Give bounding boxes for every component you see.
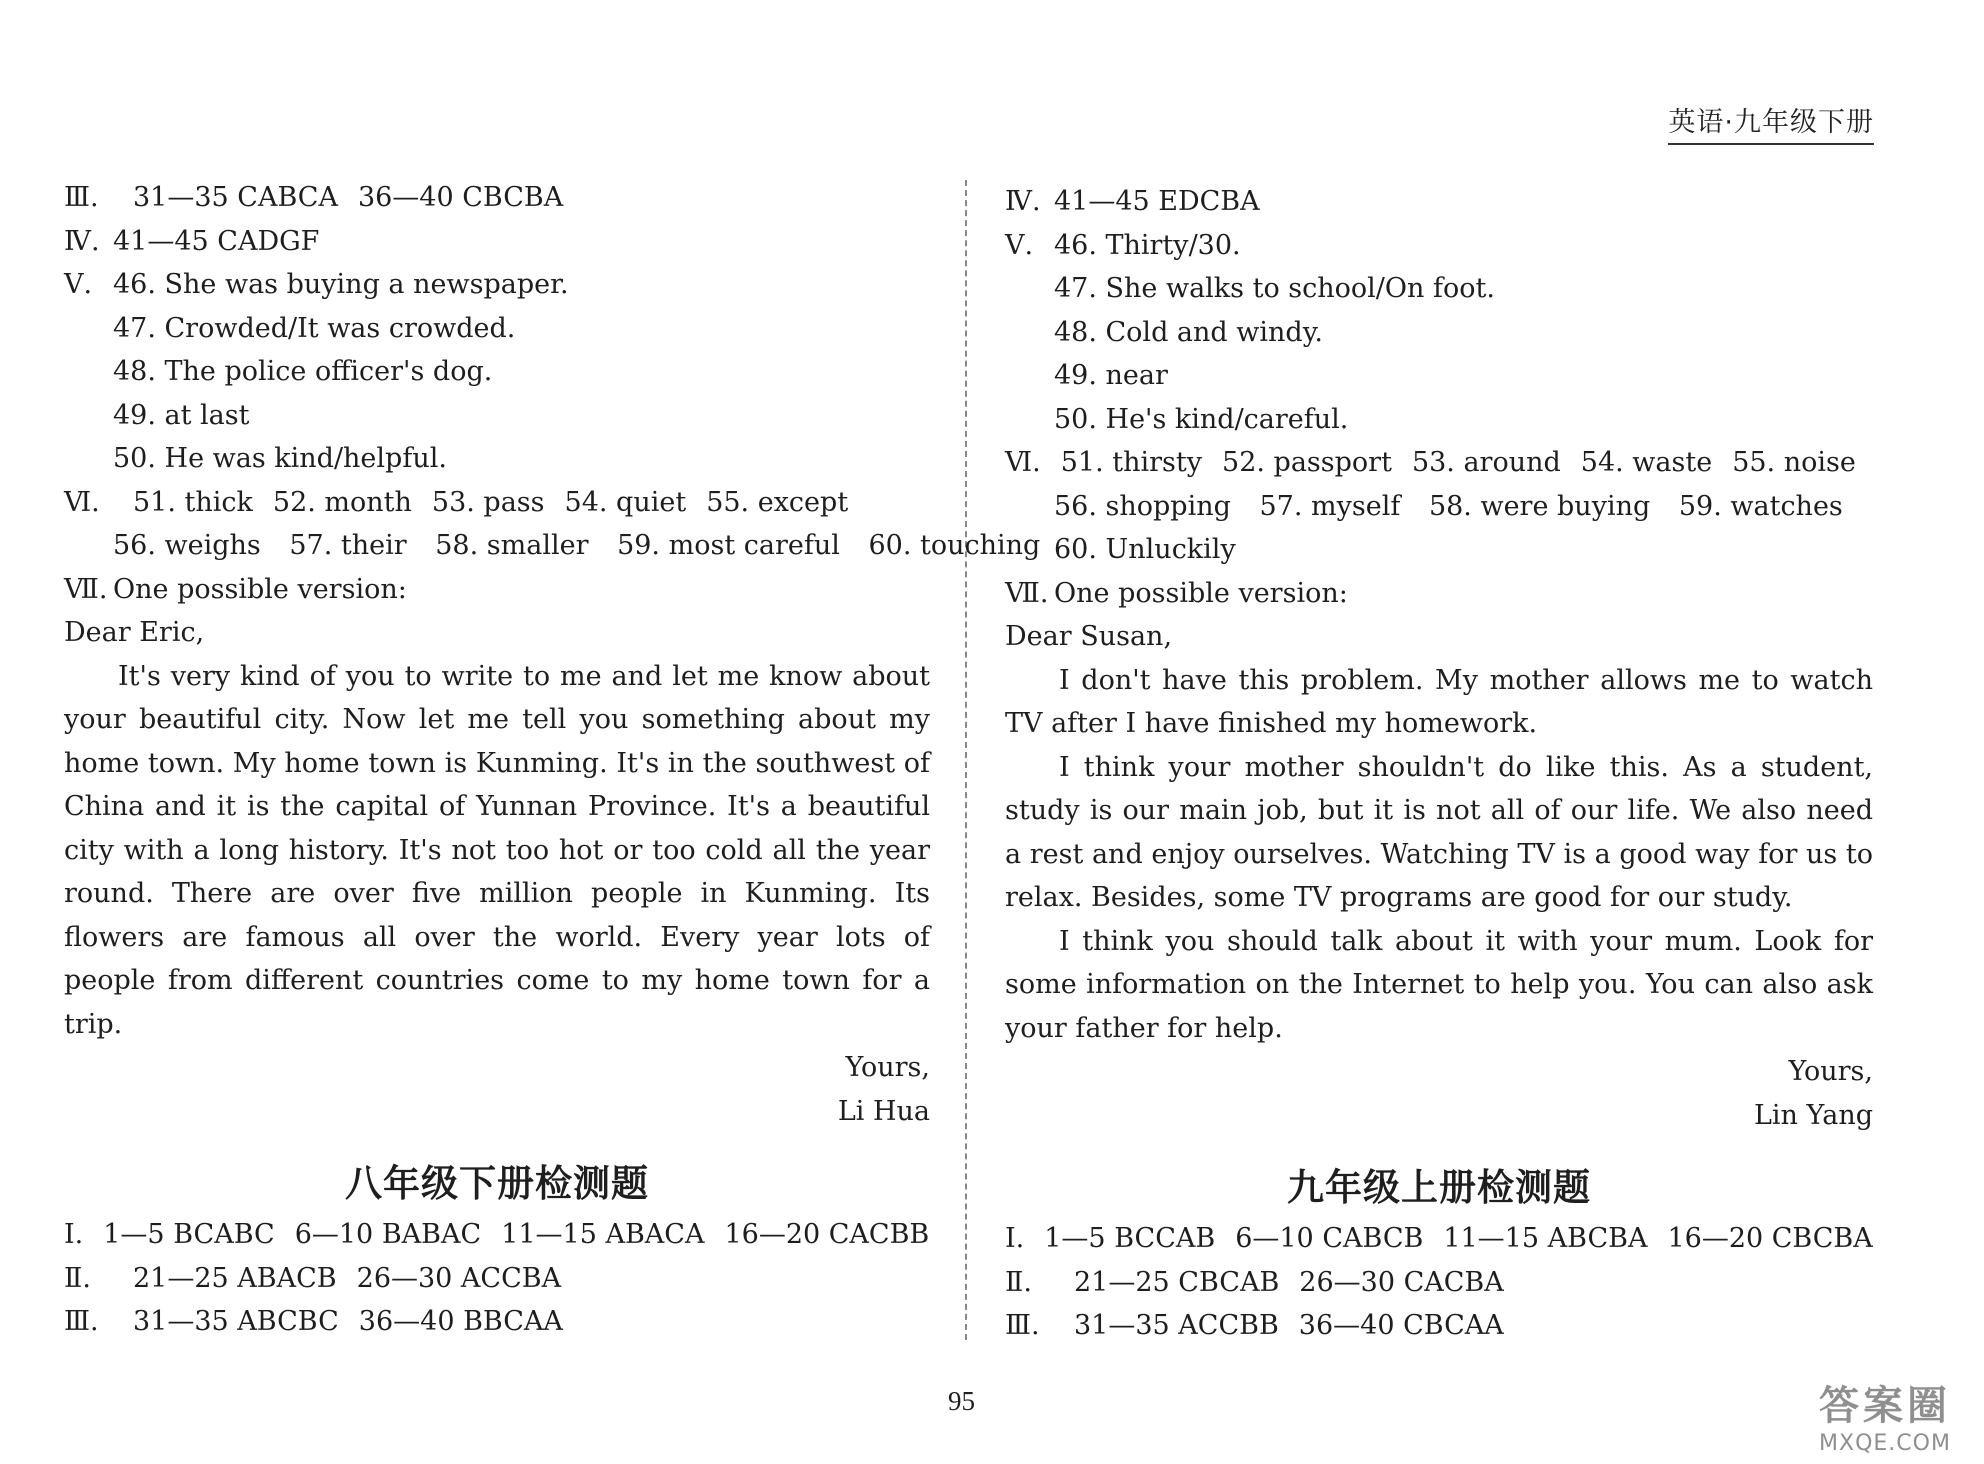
section-numeral: Ⅲ. (64, 182, 99, 213)
letter-greeting: Dear Eric, (64, 617, 205, 648)
section-numeral: Ⅲ. (64, 1306, 99, 1337)
section-numeral: Ⅵ. (64, 486, 100, 518)
watermark-site: MXQE.COM (1819, 1431, 1951, 1456)
left-column (64, 176, 1041, 1344)
answer-line (64, 1300, 930, 1344)
answer-line (1005, 1217, 1873, 1261)
answer-group: 36—40 BBCAA (358, 1306, 563, 1337)
letter-paragraph: I don't have this problem. My mother allows me to watch TV after I have finished my homework. (1005, 664, 1873, 739)
answer-line (1005, 572, 1873, 616)
section-numeral: Ⅶ. (64, 573, 108, 605)
right-column (1005, 180, 1873, 1348)
answer-group: 1—5 BCABC (103, 1219, 275, 1250)
letter-paragraph: I think you should talk about it with your mum. Look for some information on the Internet to help you. You can also ask your father for help. (1005, 925, 1873, 1044)
answer-item: 51. thirsty (1060, 447, 1203, 478)
answer-text: 46. She was buying a newspaper. (113, 269, 569, 300)
answer-item: 54. waste (1580, 447, 1713, 478)
answer-text: 47. Crowded/It was crowded. (113, 312, 516, 344)
letter-paragraph: I think your mother shouldn't do like this. As a student, study is our main job, but it is not all of our life. We also need a rest and enjoy ourselves. Watching TV is a good way for us to relax. Besides, some TV programs are good for our study. (1005, 751, 1873, 913)
letter-closing: Yours, (1788, 1056, 1873, 1087)
answer-text: 49. at last (113, 399, 250, 431)
column-divider (965, 180, 967, 1340)
answer-line (64, 481, 930, 525)
watermark-text: 答案圈 (1819, 1383, 1951, 1429)
letter-signature: Lin Yang (1753, 1099, 1873, 1131)
answer-item: 57. their (289, 530, 407, 561)
answer-line (64, 1257, 930, 1301)
answer-text: 48. Cold and windy. (1054, 316, 1323, 348)
answer-item: 56. weighs (113, 530, 261, 561)
answer-item: 59. watches (1678, 490, 1843, 522)
answer-group: 31—35 ACCBB (1074, 1310, 1279, 1341)
answer-group: 21—25 CBCAB (1074, 1266, 1280, 1298)
answer-line (64, 568, 930, 612)
answer-line (1005, 441, 1873, 485)
page-number: 95 (948, 1386, 975, 1416)
letter-closing: Yours, (845, 1052, 930, 1083)
section-title: 九年级上册检测题 (1287, 1165, 1591, 1209)
section-numeral: Ⅵ. (1005, 447, 1041, 478)
answer-item: 54. quiet (564, 486, 687, 518)
section-numeral: Ⅰ. (1005, 1223, 1025, 1254)
answer-text: One possible version: (113, 573, 407, 605)
answer-group: 16—20 CBCBA (1667, 1223, 1873, 1254)
answer-group: 21—25 ABACB (133, 1262, 337, 1294)
answer-text: 60. Unluckily (1054, 534, 1236, 565)
answer-item: 53. around (1411, 447, 1561, 478)
answer-group: 16—20 CACBB (724, 1219, 930, 1250)
letter-greeting: Dear Susan, (1005, 621, 1173, 652)
section-numeral: Ⅴ. (64, 269, 93, 300)
answer-line (1005, 485, 1873, 529)
section-numeral: Ⅱ. (64, 1262, 91, 1294)
answer-text: 50. He was kind/helpful. (113, 443, 447, 474)
answer-group: 11—15 ABACA (501, 1219, 705, 1250)
answer-line (64, 220, 930, 264)
answer-item: 55. noise (1732, 447, 1856, 478)
answer-text: 48. The police officer's dog. (113, 356, 493, 387)
section-numeral: Ⅲ. (1005, 1310, 1040, 1341)
answer-group: 26—30 ACCBA (356, 1262, 562, 1294)
answer-group: 31—35 ABCBC (133, 1306, 339, 1337)
answer-item: 58. smaller (435, 530, 589, 561)
answer-group: 1—5 BCCAB (1044, 1223, 1216, 1254)
watermark-logo (1800, 1374, 1970, 1456)
section-numeral: Ⅳ. (1005, 186, 1041, 217)
answer-item: 52. passport (1222, 447, 1392, 478)
answer-line (1005, 1261, 1873, 1305)
answer-group: 36—40 CBCAA (1298, 1310, 1504, 1341)
answer-group: 26—30 CACBA (1299, 1266, 1504, 1298)
answer-group: 36—40 CBCBA (357, 182, 564, 213)
answer-text: 49. near (1054, 360, 1168, 391)
answer-item: 57. myself (1259, 490, 1401, 522)
answer-text: 46. Thirty/30. (1054, 229, 1241, 261)
answer-item: 56. shopping (1054, 490, 1231, 522)
section-numeral: Ⅴ. (1005, 229, 1034, 261)
answer-item: 51. thick (133, 486, 253, 518)
answer-item: 53. pass (431, 486, 545, 518)
answer-line (1005, 224, 1873, 268)
answer-item: 55. except (706, 486, 849, 518)
answer-line (1005, 180, 1873, 224)
answer-group: 31—35 CABCA (133, 182, 338, 213)
answer-item: 60. touching (868, 530, 1041, 561)
answer-group: 41—45 CADGF (113, 225, 320, 257)
answer-line (64, 1213, 930, 1257)
section-numeral: Ⅰ. (64, 1219, 84, 1250)
running-header: 英语·九年级下册 (1668, 100, 1874, 145)
answer-line (64, 176, 930, 220)
answer-item: 59. most careful (617, 530, 840, 561)
section-title: 八年级下册检测题 (345, 1161, 649, 1205)
answer-text: 47. She walks to school/On foot. (1054, 273, 1495, 304)
letter-paragraph: It's very kind of you to write to me and let me know about your beautiful city. Now let me tell you something about my home town. My home town is Kunming. It's in the southwest of China and it is the capital of Yunnan Province. It's a beautiful city with a long history. It's not too hot or too cold all the year round. There are over five million people in Kunming. Its flowers are famous all over the world. Every year lots of people from different countries come to my home town for a trip. (64, 660, 930, 1040)
answer-line (1005, 1304, 1873, 1348)
answer-line (64, 524, 1041, 568)
answer-item: 52. month (272, 486, 412, 518)
answer-text: One possible version: (1054, 577, 1348, 609)
section-numeral: Ⅳ. (64, 225, 100, 257)
answer-group: 6—10 CABCB (1235, 1223, 1424, 1254)
letter-signature: Li Hua (837, 1095, 930, 1127)
answer-item: 58. were buying (1428, 490, 1651, 522)
answer-line (64, 263, 930, 307)
answer-group: 11—15 ABCBA (1443, 1223, 1648, 1254)
section-numeral: Ⅶ. (1005, 577, 1049, 609)
answer-group: 6—10 BABAC (294, 1219, 482, 1250)
answer-text: 50. He's kind/careful. (1054, 403, 1349, 435)
answer-group: 41—45 EDCBA (1054, 186, 1260, 217)
section-numeral: Ⅱ. (1005, 1266, 1032, 1298)
